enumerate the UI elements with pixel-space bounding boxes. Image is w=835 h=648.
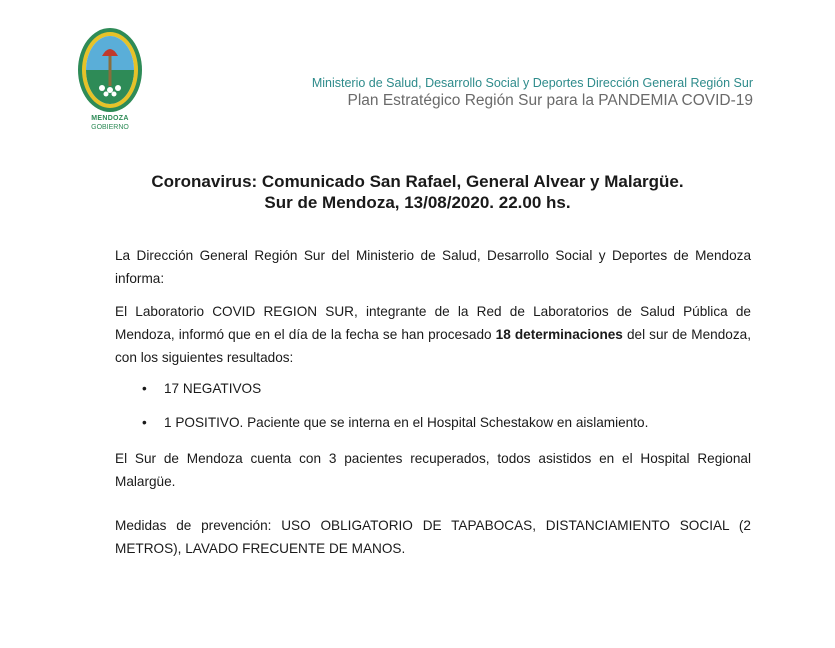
plan-line: Plan Estratégico Región Sur para la PANDEMIA COVID-19 bbox=[347, 92, 753, 109]
paragraph-lab-report bbox=[115, 300, 751, 369]
mendoza-shield-icon bbox=[72, 22, 148, 114]
document-title bbox=[60, 172, 775, 213]
list-item: • 17 NEGATIVOS bbox=[142, 381, 751, 396]
logo-subtitle: GOBIERNO bbox=[91, 124, 129, 131]
results-list-positive bbox=[142, 415, 751, 430]
paragraph-recovered: El Sur de Mendoza cuenta con 3 pacientes recuperados, todos asistidos en el Hospital Regional Malargüe. bbox=[115, 451, 751, 489]
document-header bbox=[312, 76, 753, 110]
mendoza-government-logo bbox=[72, 22, 148, 142]
ministry-line: Ministerio de Salud, Desarrollo Social y Deportes Dirección General Región Sur bbox=[311, 76, 753, 90]
list-item: • 1 POSITIVO. Paciente que se interna en el Hospital Schestakow en aislamiento. bbox=[142, 415, 751, 430]
paragraph-prevention: Medidas de prevención: USO OBLIGATORIO DE TAPABOCAS, DISTANCIAMIENTO SOCIAL (2 METROS), LAVADO FRECUENTE DE MANOS. bbox=[115, 518, 751, 556]
determinations-count: 18 determinaciones bbox=[495, 327, 623, 342]
results-list-negative bbox=[142, 381, 751, 396]
lab-report-text-start: El Laboratorio COVID REGION SUR, integrante de la Red de Laboratorios de Salud Pública de Mendoza, informó que en el día de la fecha se han procesado bbox=[115, 304, 751, 342]
title-line-2: Sur de Mendoza, 13/08/2020. 22.00 hs. bbox=[264, 193, 571, 212]
title-line-1: Coronavirus: Comunicado San Rafael, General Alvear y Malargüe. bbox=[151, 172, 684, 191]
logo-name: MENDOZA bbox=[91, 115, 129, 122]
lab-report-text-end: del sur de Mendoza, con los siguientes resultados: bbox=[115, 327, 752, 365]
paragraph-intro: La Dirección General Región Sur del Ministerio de Salud, Desarrollo Social y Deportes de Mendoza informa: bbox=[115, 248, 751, 286]
